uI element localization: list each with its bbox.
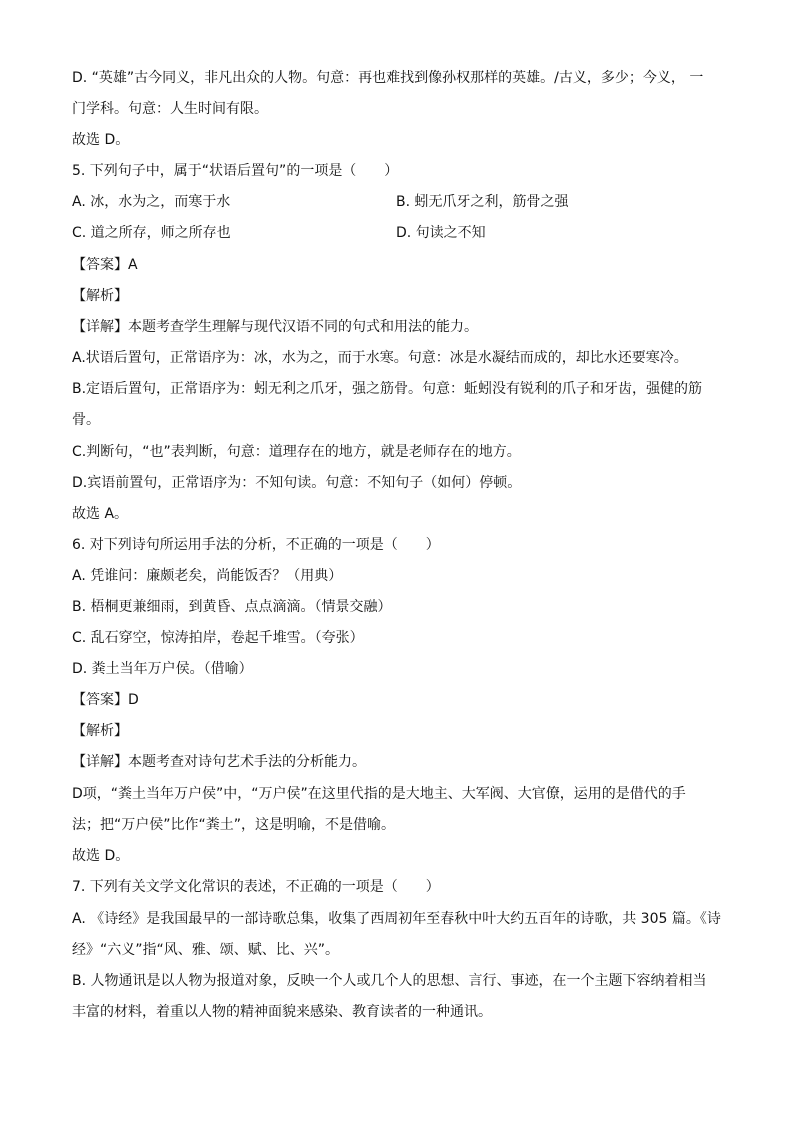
option-a: A. 冰，水为之，而寒于水 [72,194,231,210]
option-c: C. 乱石穿空，惊涛拍岸，卷起千堆雪。（夸张） [72,630,364,646]
question-5: 5. 下列句子中，属于“状语后置句”的一项是（ ） [72,163,399,179]
detail-text: 【详解】本题考查对诗句艺术手法的分析能力。 [72,754,366,770]
text-line: 经》“六义”指“风、雅、颂、赋、比、兴”。 [72,942,340,958]
text-line: A.状语后置句，正常语序为：冰，水为之，而于水寒。句意：冰是水凝结而成的，却比水还要寒冷。 [72,350,688,366]
text-line: 门学科。句意：人生时间有限。 [72,101,268,117]
option-d: D. 句读之不知 [396,225,486,241]
text-line: 故选 D。 [72,132,130,148]
option-d: D. 粪土当年万户侯。（借喻） [72,661,253,677]
text-line: B.定语后置句，正常语序为：蚓无利之爪牙，强之筋骨。句意：蚯蚓没有锐利的爪子和牙齿，强健的筋 [72,381,703,397]
option-a: A. 凭谁问：廉颇老矣，尚能饭否？（用典） [72,568,343,584]
text-line: 骨。 [72,412,100,428]
text-line: 故选 A。 [72,506,129,522]
option-c: C. 道之所存，师之所存也 [72,225,231,241]
answer-label: 【答案】D [72,692,139,708]
question-7: 7. 下列有关文学文化常识的表述，不正确的一项是（ ） [72,879,440,895]
text-line: D.宾语前置句，正常语序为：不知句读。句意：不知句子（如何）停顿。 [72,475,522,491]
option-b: B. 人物通讯是以人物为报道对象，反映一个人或几个人的思想、言行、事迹，在一个主题下容纳着相当 [72,973,707,989]
text-line: 故选 D。 [72,848,130,864]
option-b: B. 梧桐更兼细雨，到黄昏、点点滴滴。（情景交融） [72,599,392,615]
answer-label: 【答案】A [72,257,138,273]
question-6: 6. 对下列诗句所运用手法的分析，不正确的一项是（ ） [72,537,440,553]
text-line: C.判断句，“也”表判断，句意：道理存在的地方，就是老师存在的地方。 [72,444,521,460]
detail-text: 【详解】本题考查学生理解与现代汉语不同的句式和用法的能力。 [72,319,478,335]
text-line: D项，“粪土当年万户侯”中，“万户侯”在这里代指的是大地主、大军阀、大官僚，运用的是借代的手 [72,786,686,802]
analysis-label: 【解析】 [72,723,128,739]
text-line: 法；把“万户侯”比作“粪土”，这是明喻，不是借喻。 [72,817,396,833]
text-line: 丰富的材料，着重以人物的精神面貌来感染、教育读者的一种通讯。 [72,1004,492,1020]
analysis-label: 【解析】 [72,288,128,304]
text-line: D. “英雄”古今同义，非凡出众的人物。句意：再也难找到像孙权那样的英雄。/古义，多少；今义， 一 [72,70,704,86]
option-a: A. 《诗经》是我国最早的一部诗歌总集，收集了西周初年至春秋中叶大约五百年的诗歌，共 305 篇。《诗 [72,911,721,927]
option-b: B. 蚓无爪牙之利，筋骨之强 [396,194,569,210]
